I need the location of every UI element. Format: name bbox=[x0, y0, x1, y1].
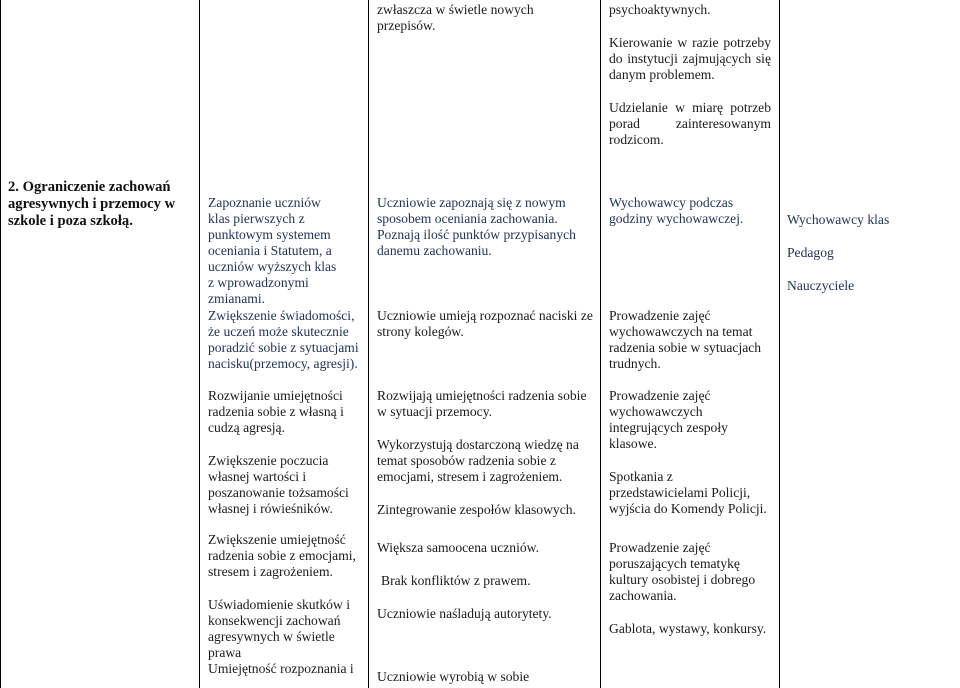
row5-task-line-3: Umiejętność rozpoznania i bbox=[208, 661, 354, 676]
row1-methods-cell bbox=[609, 2, 771, 148]
row4-task-cell bbox=[208, 388, 358, 517]
row4-methods-line-2: Spotkania z przedstawicielami Policji, wyjścia do Komendy Policji. bbox=[609, 469, 767, 516]
row2-effects-cell bbox=[377, 195, 587, 259]
column-divider-1 bbox=[199, 0, 200, 688]
row4-effects-cell bbox=[377, 388, 592, 518]
row3-methods-text: Prowadzenie zajęć wychowawczych na temat radzenia sobie w sytuacjach trudnych. bbox=[609, 308, 762, 371]
row2-responsible-cell bbox=[787, 212, 952, 294]
row5-effects-line-2: Brak konfliktów z prawem. bbox=[381, 573, 531, 588]
row3-task-cell bbox=[208, 308, 360, 372]
section-title: 2. Ograniczenie zachowań agresywnych i przemocy w szkole i poza szkołą. bbox=[8, 179, 176, 229]
table-border-left bbox=[0, 0, 1, 688]
row2-task-text: Zapoznanie uczniów klas pierwszych z punktowym systemem oceniania i Statutem, a uczniów wyższych klas z wprowadzonymi zmianami. bbox=[208, 195, 337, 306]
responsible-homeroom-teachers: Wychowawcy klas bbox=[787, 212, 890, 227]
row5-effects-line-3: Uczniowie naśladują autorytety. bbox=[377, 606, 552, 621]
row5-task-cell bbox=[208, 532, 363, 677]
row3-effects-cell bbox=[377, 308, 597, 340]
row2-methods-cell bbox=[609, 195, 769, 227]
row4-task-line-2: Zwiększenie poczucia własnej wartości i poszanowanie tożsamości własnej i rówieśników. bbox=[208, 453, 349, 516]
row5-task-line-2: Uświadomienie skutków i konsekwencji zachowań agresywnych w świetle prawa bbox=[208, 597, 350, 660]
row2-task-cell bbox=[208, 195, 338, 307]
row1-effects-cell bbox=[377, 2, 542, 34]
row5-effects-cell-continued bbox=[377, 669, 595, 685]
row3-task-text: Zwiększenie świadomości, że uczeń może skutecznie poradzić sobie z sytuacjami nacisku(przemocy, agresji). bbox=[208, 308, 359, 371]
section-title-cell bbox=[8, 179, 183, 230]
column-divider-4 bbox=[779, 0, 780, 688]
row5-task-line-1: Zwiększenie umiejętność radzenia sobie z emocjami, stresem i zagrożeniem. bbox=[208, 532, 356, 579]
row4-effects-line-3: Zintegrowanie zespołów klasowych. bbox=[377, 502, 576, 517]
row5-methods-line-1: Prowadzenie zajęć poruszających tematykę kultury osobistej i dobrego zachowania. bbox=[609, 540, 756, 603]
column-divider-2 bbox=[368, 0, 369, 688]
responsible-pedagogue: Pedagog bbox=[787, 245, 834, 260]
column-divider-3 bbox=[600, 0, 601, 688]
row4-task-line-1: Rozwijanie umiejętności radzenia sobie z własną i cudzą agresją. bbox=[208, 388, 344, 435]
row1-methods-line-2: Kierowanie w razie potrzeby do instytucji zajmujących się danym problemem. bbox=[609, 35, 771, 82]
row3-methods-cell bbox=[609, 308, 771, 372]
row4-methods-cell bbox=[609, 388, 771, 517]
row4-effects-line-1: Rozwijają umiejętności radzenia sobie w sytuacji przemocy. bbox=[377, 388, 587, 419]
row1-methods-line-3: Udzielanie w miarę potrzeb porad zainteresowanym rodzicom. bbox=[609, 100, 771, 147]
row2-methods-text: Wychowawcy podczas godziny wychowawczej. bbox=[609, 195, 744, 226]
row5-effects-line-4: Uczniowie wyrobią w sobie bbox=[377, 669, 530, 684]
row2-effects-text: Uczniowie zapoznają się z nowym sposobem oceniania zachowania. Poznają ilość punktów przypisanych danemu zachowaniu. bbox=[377, 195, 576, 258]
row5-methods-cell bbox=[609, 540, 771, 637]
row1-effects-text: zwłaszcza w świetle nowych przepisów. bbox=[377, 2, 534, 33]
responsible-teachers: Nauczyciele bbox=[787, 278, 855, 293]
row4-effects-line-2: Wykorzystują dostarczoną wiedzę na temat sposobów radzenia sobie z emocjami, stresem i zagrożeniem. bbox=[377, 437, 579, 484]
row5-methods-line-2: Gablota, wystawy, konkursy. bbox=[609, 621, 767, 636]
row3-effects-text: Uczniowie umieją rozpoznać naciski ze strony kolegów. bbox=[377, 308, 593, 339]
row5-effects-line-1: Większa samoocena uczniów. bbox=[377, 540, 540, 555]
row5-effects-cell bbox=[377, 540, 595, 622]
row4-methods-line-1: Prowadzenie zajęć wychowawczych integrujących zespoły klasowe. bbox=[609, 388, 728, 451]
row1-methods-line-1: psychoaktywnych. bbox=[609, 2, 711, 17]
